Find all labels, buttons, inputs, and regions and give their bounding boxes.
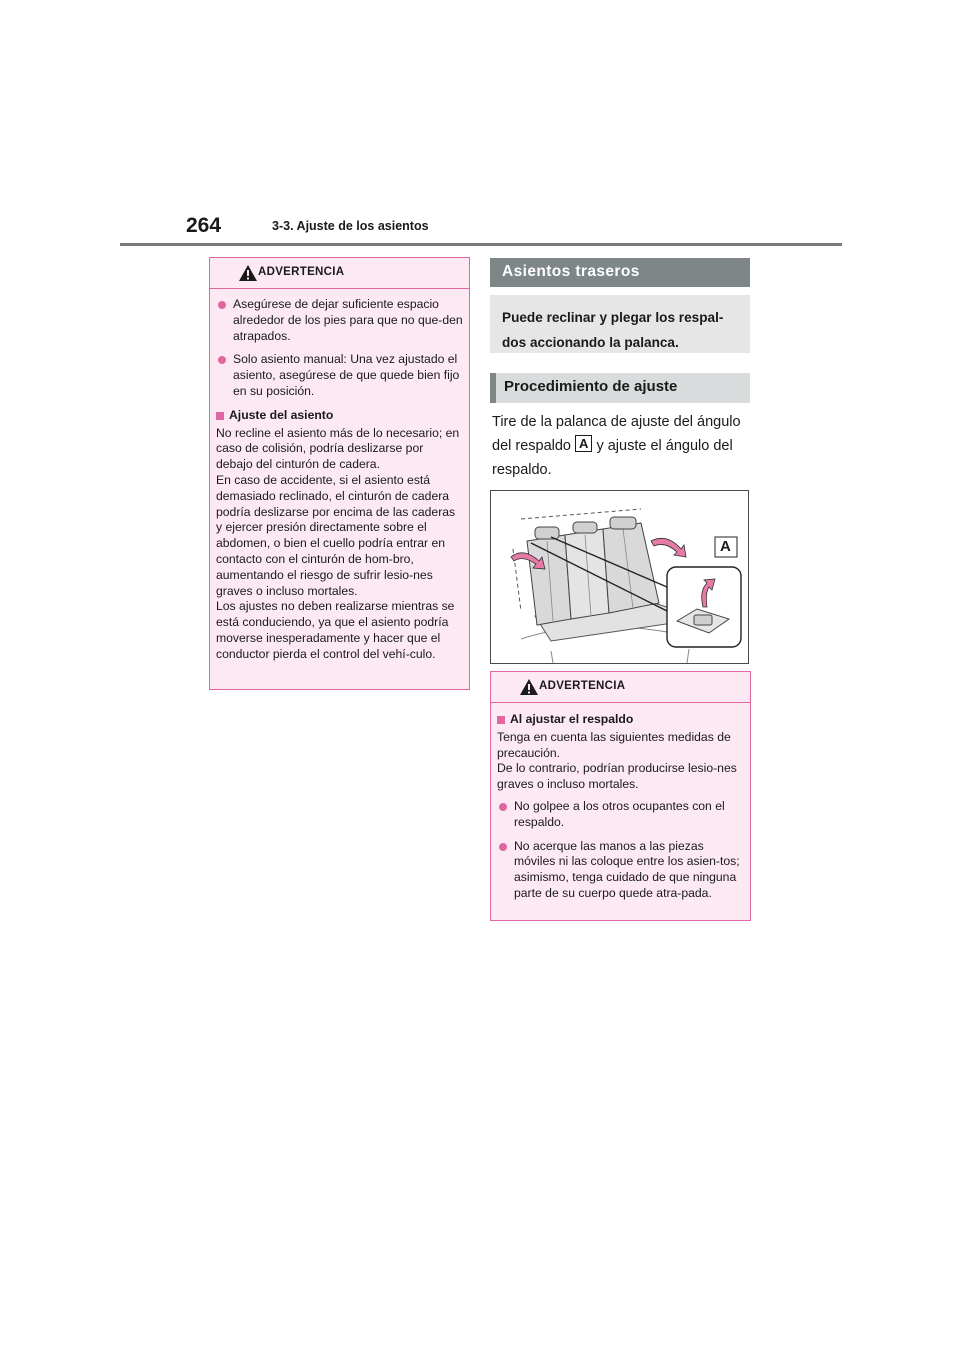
figure-label-a: A	[720, 538, 731, 555]
procedure-heading: Procedimiento de ajuste	[504, 378, 678, 395]
warning-box-seat	[209, 257, 470, 690]
bullet-dot-icon	[218, 356, 226, 364]
warning-bullet-text: No acerque las manos a las piezas móviles ni las coloque entre los asien-tos; asimismo, tenga cuidado de que ninguna parte de su cuerpo quede atra-pada.	[514, 838, 740, 900]
rear-seat-drawing	[491, 491, 748, 663]
header-divider	[120, 243, 842, 246]
warning-bullet-text: Solo asiento manual: Una vez ajustado el asiento, asegúrese de que quede bien fijo en su posición.	[233, 352, 460, 398]
warning-triangle-icon	[519, 678, 539, 696]
warning-subheading	[497, 712, 744, 728]
warning-bullet	[216, 352, 463, 399]
section-title: 3-3. Ajuste de los asientos	[272, 219, 429, 233]
warning-bullet-text: No golpee a los otros ocupantes con el respaldo.	[514, 798, 725, 829]
bullet-dot-icon	[499, 803, 507, 811]
procedure-line: Tire de la palanca de ajuste del ángulo	[492, 414, 741, 430]
section-heading-bar	[490, 258, 750, 287]
warning-title: ADVERTENCIA	[258, 266, 345, 278]
square-bullet-icon	[216, 412, 224, 420]
intro-line: Puede reclinar y plegar los respal-	[502, 310, 724, 325]
warning-subheading	[216, 408, 463, 424]
procedure-fragment: y ajuste el ángulo del	[596, 438, 733, 454]
warning-paragraph: Tenga en cuenta las siguientes medidas de precaución. De lo contrario, podrían producirse lesio-nes graves o incluso mortales.	[497, 729, 737, 792]
intro-text	[502, 305, 723, 355]
procedure-text	[492, 410, 754, 482]
procedure-fragment: del respaldo	[492, 438, 571, 454]
procedure-line: respaldo.	[492, 462, 552, 478]
square-bullet-icon	[497, 716, 505, 724]
intro-box	[490, 295, 750, 353]
rear-seat-illustration	[490, 490, 749, 664]
warning-bullet	[497, 799, 744, 831]
warning-bullet	[497, 839, 744, 902]
warning-bullet-text: Asegúrese de dejar suficiente espacio alrededor de los pies para que no que-den atrapados.	[233, 297, 463, 343]
bullet-dot-icon	[499, 843, 507, 851]
warning-paragraph: No recline el asiento más de lo necesario; en caso de colisión, podría deslizarse por debajo del cinturón de cadera. En caso de accidente, si el asiento está demasiado reclinado, el cinturón de cadera podría deslizarse por encima de las caderas y ejercer presión directamente sobre el abdomen, o bien el cuello podría entrar en contacto con el cinturón de hom-bro, aumentando el riesgo de sufrir lesio-nes graves o incluso mortales. Los ajustes no deben realizarse mientras se está conduciendo, ya que el asiento podría moverse inesperadamente y hacer que el conductor pierda el control del vehí-culo.	[216, 425, 460, 661]
warning-box-seatback	[490, 671, 751, 921]
warning-bullet	[216, 297, 463, 344]
warning-header	[491, 672, 750, 703]
warning-subheading-text: Ajuste del asiento	[229, 407, 334, 422]
warning-triangle-icon	[238, 264, 258, 282]
page-number: 264	[186, 214, 222, 237]
callout-label-box: A	[575, 435, 592, 452]
section-heading: Asientos traseros	[502, 263, 640, 280]
procedure-line	[492, 434, 754, 458]
warning-header	[210, 258, 469, 289]
warning-subheading-text: Al ajustar el respaldo	[510, 712, 634, 726]
intro-line: dos accionando la palanca.	[502, 335, 679, 350]
bullet-dot-icon	[218, 301, 226, 309]
procedure-heading-bar	[490, 373, 750, 403]
warning-title: ADVERTENCIA	[539, 680, 626, 692]
recline-arrow-icon	[651, 538, 686, 557]
